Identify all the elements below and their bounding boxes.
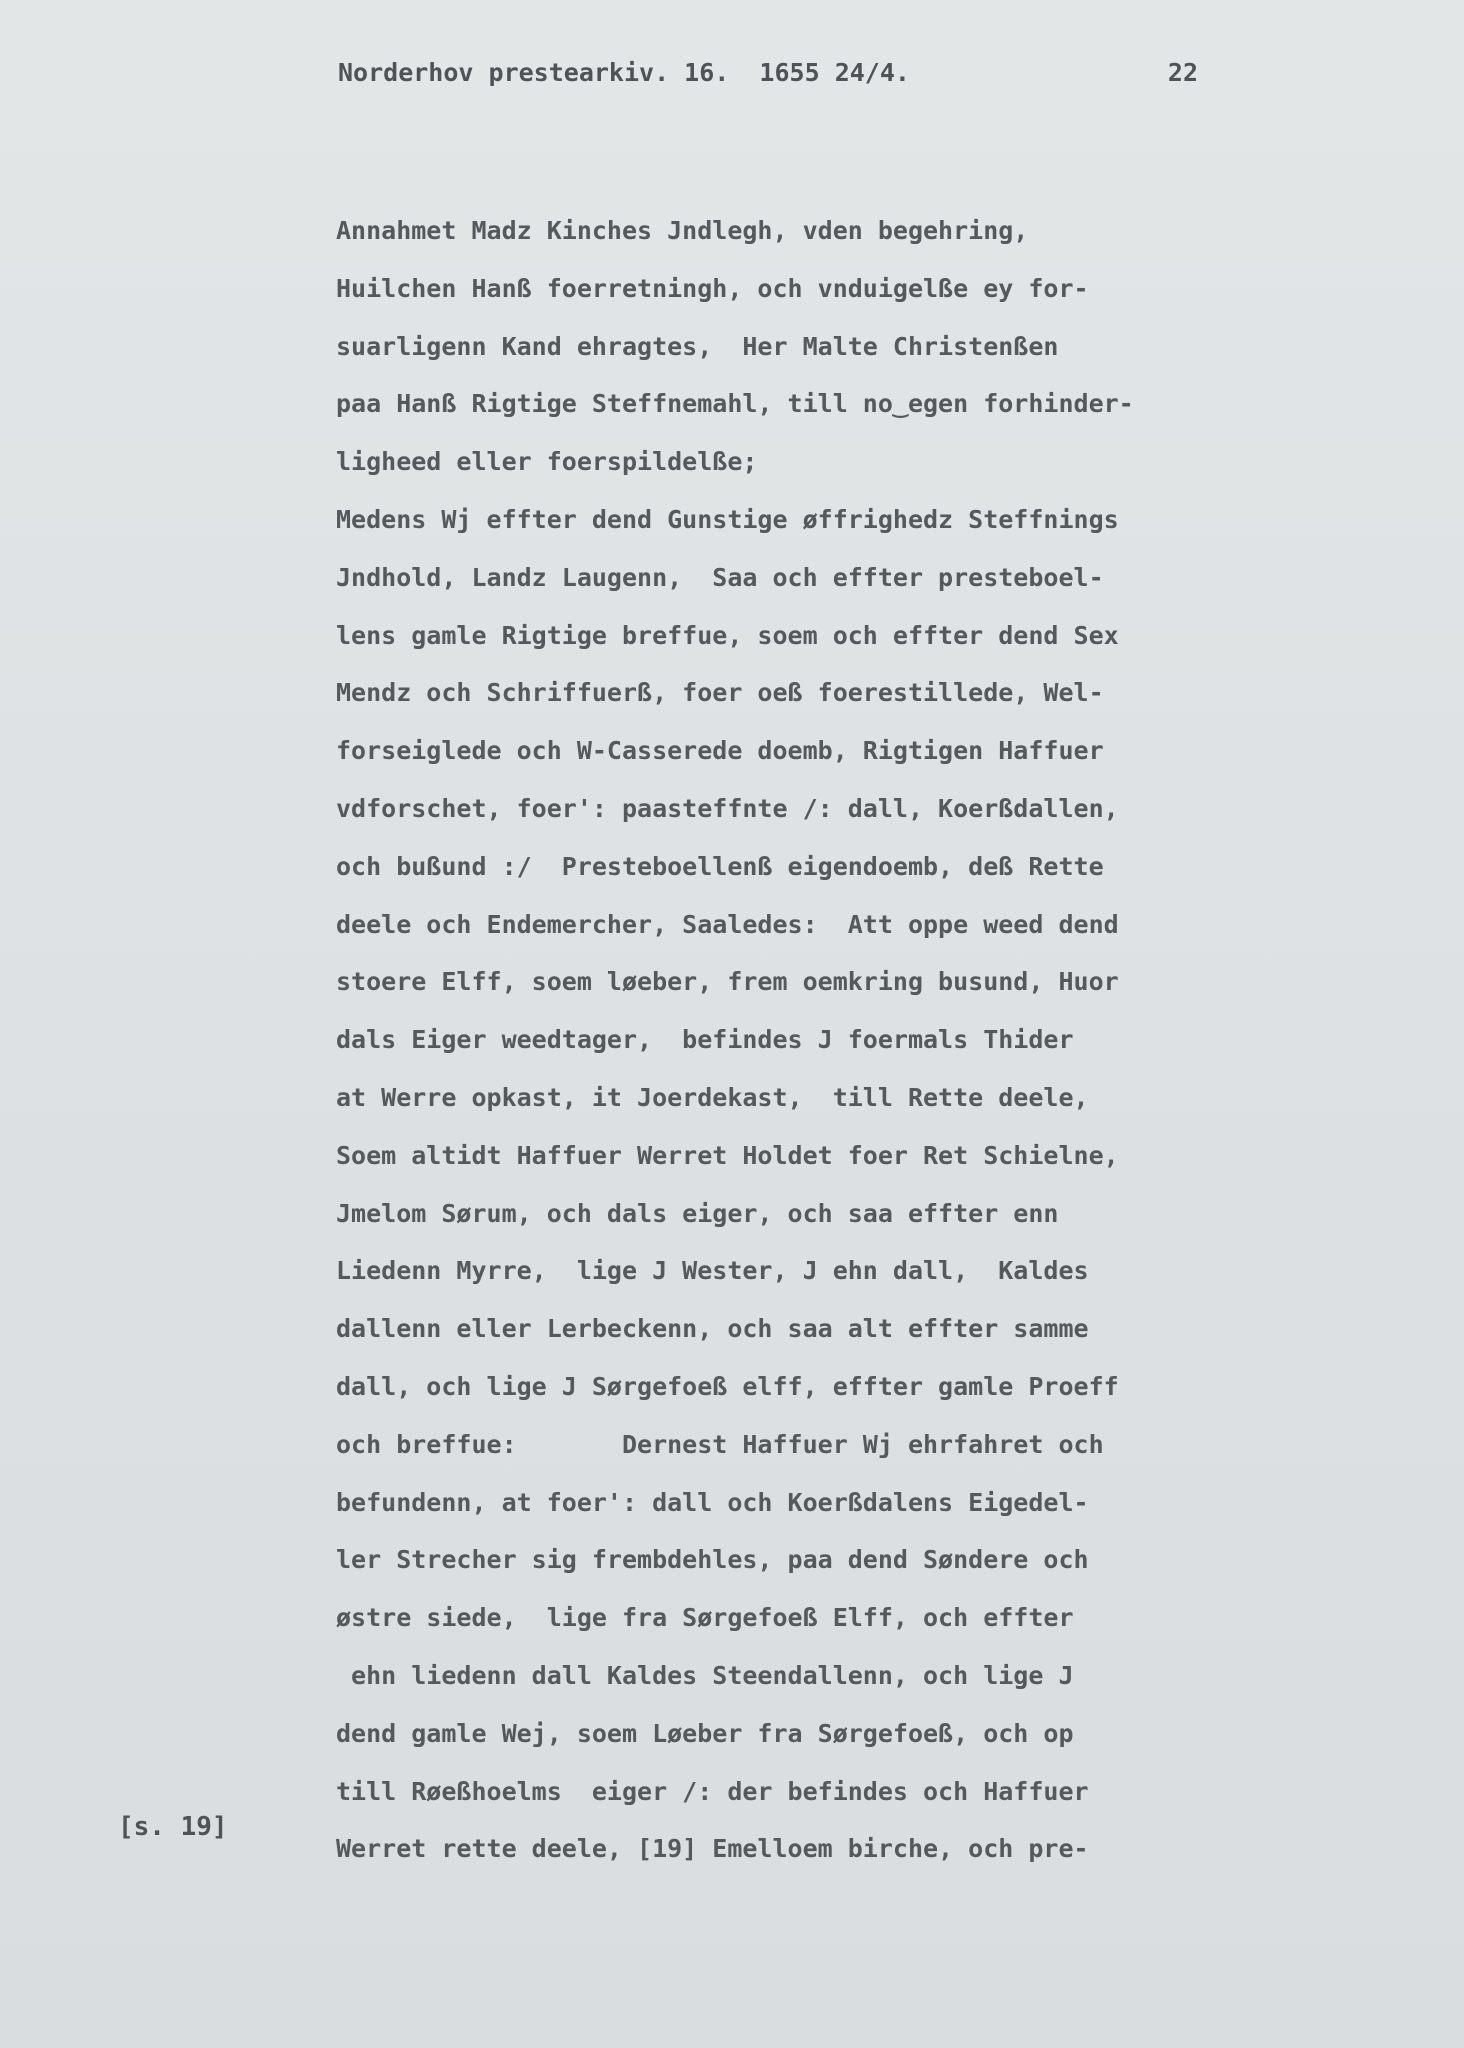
text-line: dend gamle Wej, soem Løeber fra Sørgefoeß, och op xyxy=(336,1718,1074,1748)
text-line: ler Strecher sig frembdehles, paa dend Søndere och xyxy=(336,1545,1089,1575)
text-line: dall, och lige J Sørgefoeß elff, effter gamle Proeff xyxy=(336,1371,1119,1401)
text-line: till Røeßhoelms eiger /: der befindes och Haffuer xyxy=(336,1776,1089,1806)
text-line: deele och Endemercher, Saaledes: Att oppe weed dend xyxy=(336,909,1119,939)
transcription-body xyxy=(336,202,1256,1878)
text-line: paa Hanß Rigtige Steffnemahl, till no‿egen forhinder- xyxy=(336,389,1134,419)
text-line: forseiglede och W-Casserede doemb, Rigtigen Haffuer xyxy=(336,736,1104,766)
text-line: østre siede, lige fra Sørgefoeß Elff, och effter xyxy=(336,1603,1074,1633)
text-line: befundenn, at foer': dall och Koerßdalens Eigedel- xyxy=(336,1487,1089,1517)
header-title: Norderhov prestearkiv. 16. 1655 24/4. xyxy=(338,58,910,87)
text-line: Annahmet Madz Kinches Jndlegh, vden begehring, xyxy=(336,216,1029,245)
text-line: at Werre opkast, it Joerdekast, till Rette deele, xyxy=(336,1082,1089,1112)
text-line: Mendz och Schriffuerß, foer oeß foerestillede, Wel- xyxy=(336,678,1104,708)
text-line: suarligenn Kand ehragtes, Her Malte Christenßen xyxy=(336,331,1059,361)
page-header xyxy=(338,58,1198,98)
text-line: Medens Wj effter dend Gunstige øffrighedz Steffnings xyxy=(336,504,1119,534)
page-number: 22 xyxy=(1167,58,1198,87)
text-line: Jndhold, Landz Laugenn, Saa och effter presteboel- xyxy=(336,562,1104,592)
text-line: ehn liedenn dall Kaldes Steendallenn, och lige J xyxy=(336,1660,1074,1690)
text-line: och breffue: Dernest Haffuer Wj ehrfahret och xyxy=(336,1429,1104,1459)
text-line: Huilchen Hanß foerretningh, och vnduigelße ey for- xyxy=(336,273,1089,303)
text-line: vdforschet, foer': paasteffnte /: dall, Koerßdallen, xyxy=(336,793,1119,823)
text-line: Werret rette deele, [19] Emelloem birche, och pre- xyxy=(336,1834,1089,1864)
text-line: Liedenn Myrre, lige J Wester, J ehn dall, Kaldes xyxy=(336,1256,1089,1286)
text-line: Soem altidt Haffuer Werret Holdet foer Ret Schielne, xyxy=(336,1140,1119,1170)
text-line: Jmelom Sørum, och dals eiger, och saa effter enn xyxy=(336,1198,1059,1228)
text-line: dallenn eller Lerbeckenn, och saa alt effter samme xyxy=(336,1314,1089,1344)
text-line: ligheed eller foerspildelße; xyxy=(336,447,758,477)
text-line: lens gamle Rigtige breffue, soem och effter dend Sex xyxy=(336,620,1119,650)
text-line: stoere Elff, soem løeber, frem oemkring busund, Huor xyxy=(336,967,1119,997)
text-line: dals Eiger weedtager, befindes J foermals Thider xyxy=(336,1025,1074,1055)
margin-page-reference: [s. 19] xyxy=(118,1812,228,1842)
text-line: och bußund :/ Presteboellenß eigendoemb, deß Rette xyxy=(336,851,1104,881)
